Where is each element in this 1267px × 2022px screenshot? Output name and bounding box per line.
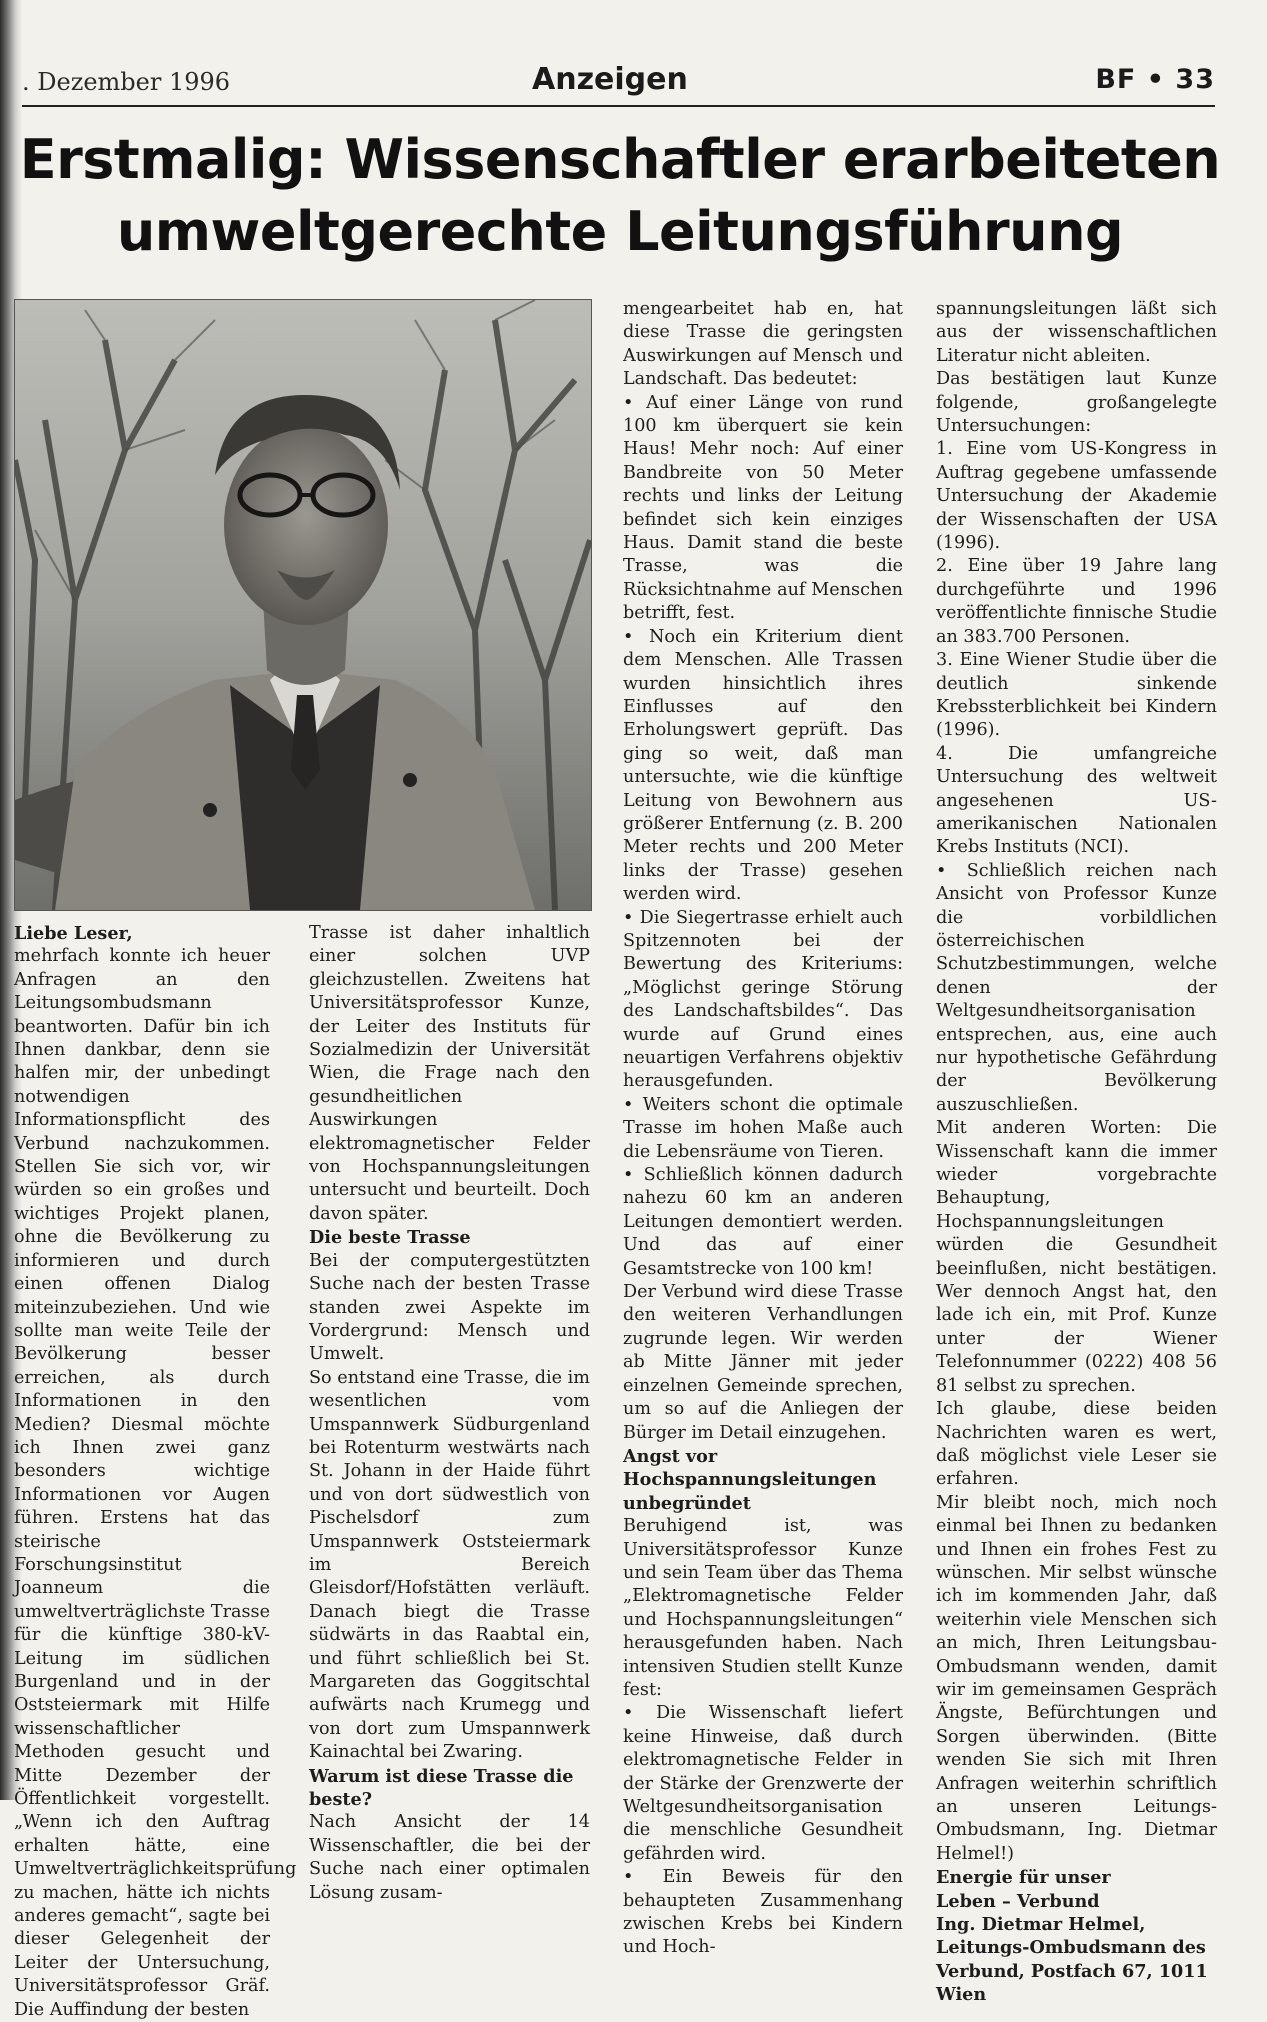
page-number: BF • 33 xyxy=(1095,64,1215,95)
subheading-why-best: Warum ist diese Trasse die beste? xyxy=(309,1765,574,1811)
col2-paragraph-2: Bei der computergestützten Suche nach der besten Trasse standen zwei Aspekte im Vordergrund: Mensch und Umwelt. xyxy=(309,1250,590,1365)
col4-paragraph-1: spannungsleitungen läßt sich aus der wissenschaftlichen Literatur nicht ableiten. xyxy=(936,299,1217,366)
col3-paragraph-1: mengearbeitet hab en, hat diese Trasse die geringsten Auswirkungen auf Mensch und Landschaft. Das bedeutet: xyxy=(623,299,903,390)
headline-line-2: umweltgerechte Leitungsführung xyxy=(116,200,1124,263)
col3-bullet-1: • Auf einer Länge von rund 100 km überquert sie kein Haus! Mehr noch: Auf einer Bandbreite von 50 Meter rechts und links der Leitung befindet sich kein einziges Haus. Damit stand die beste Trasse, was die Rücksichtnahme auf Menschen betrifft, fest. xyxy=(623,392,903,624)
col3-bullet-7: • Ein Beweis für den behaupteten Zusammenhang zwischen Krebs bei Kindern und Hoch- xyxy=(623,1867,903,1958)
subheading-best-route: Die beste Trasse xyxy=(309,1227,471,1249)
col4-paragraph-4: Ich glaube, diese beiden Nachrichten waren es wert, daß möglichst viele Leser sie erfahren. xyxy=(936,1399,1217,1490)
col3-paragraph-2: Der Verbund wird diese Trasse den weiteren Verhandlungen zugrunde legen. Wir werden ab Mitte Jänner mit jeder einzelnen Gemeinde sprechen, um so auf die Anliegen der Bürger im Detail einzugehen. xyxy=(623,1282,903,1443)
motto-line-2: Leben – Verbund xyxy=(936,1890,1100,1912)
motto-line-1: Energie für unser xyxy=(936,1867,1111,1889)
col2-paragraph-4: Nach Ansicht der 14 Wissenschaftler, die bei der Suche nach einer optimalen Lösung zusam- xyxy=(309,1812,590,1903)
portrait-illustration xyxy=(15,300,591,910)
col3-bullet-2: • Noch ein Kriterium dient dem Menschen. Alle Trassen wurden hinsichtlich ihres Einflusses auf den Erholungswert geprüft. Das ging so weit, daß man untersuchte, wie die künftige Leitung von Bewohnern aus größerer Entfernung (z. B. 200 Meter rechts und 200 Meter links der Trasse) gesehen werden wird. xyxy=(623,626,903,905)
portrait-photo xyxy=(14,299,592,911)
subheading-fear-unfounded: Angst vor Hochspannungsleitungen unbegründet xyxy=(623,1445,877,1514)
column-2 xyxy=(309,922,590,1905)
column-1 xyxy=(14,922,297,2022)
col4-paragraph-3: Mit anderen Worten: Die Wissenschaft kann die immer wieder vorgebrachte Behauptung, Hochspannungsleitungen würden die Gesundheit beeinflußen, nicht bestätigen. Wer dennoch Angst hat, den lade ich ein, mit Prof. Kunze unter der Wiener Telefonnummer (0222) 408 56 81 selbst zu sprechen. xyxy=(936,1118,1217,1396)
col1-body: mehrfach konnte ich heuer Anfragen an den Leitungsombudsmann beantworten. Dafür bin ich Ihnen dankbar, denn sie halfen mir, der unbedingt notwendigen Informationspflicht des Verbund nachzukommen. Stellen Sie sich vor, wir würden so ein großes und wichtiges Projekt planen, ohne die Bevölkerung zu informieren und durch einen offenen Dialog miteinzubeziehen. Und wie sollte man weite Teile der Bevölkerung besser erreichen, als durch Informationen in den Medien? Diesmal möchte ich Ihnen zwei ganz besonders wichtige Informationen vor Augen führen. Erstens hat das steirische Forschungsinstitut Joanneum die umweltverträglichste Trasse für die künftige 380-kV-Leitung im südlichen Burgenland und in der Oststeiermark mit Hilfe wissenschaftlicher Methoden gesucht und Mitte Dezember der Öffentlichkeit vorgestellt. „Wenn ich den Auftrag erhalten hätte, eine Umweltverträglichkeitsprüfung zu machen, hätte ich nichts anderes gemacht“, sagte bei dieser Gelegenheit der Leiter der Untersuchung, Universitätsprofessor Gräf. Die Auffindung der besten xyxy=(14,946,297,2020)
col3-paragraph-3: Beruhigend ist, was Universitätsprofessor Kunze und sein Team über das Thema „Elektromagnetische Felder und Hochspannungsleitungen“ herausgefunden haben. Nach intensiven Studien stellt Kunze fest: xyxy=(623,1516,903,1700)
col2-paragraph-1: Trasse ist daher inhaltlich einer solchen UVP gleichzustellen. Zweitens hat Universitätsprofessor Kunze, der Leiter des Instituts für Sozialmedizin der Universität Wien, die Frage nach den gesundheitlichen Auswirkungen elektromagnetischer Felder von Hochspannungsleitungen untersucht und beurteilt. Doch davon später. xyxy=(309,923,590,1224)
header-rule xyxy=(22,105,1215,107)
col3-bullet-6: • Die Wissenschaft liefert keine Hinweise, daß durch elektromagnetische Felder in der Stärke der Grenzwerte der Weltgesundheitsorganisation die menschliche Gesundheit gefährden wird. xyxy=(623,1703,903,1864)
signature: Ing. Dietmar Helmel, Leitungs-Ombudsmann des Verbund, Postfach 67, 1011 Wien xyxy=(936,1914,1208,2006)
study-item-2: 2. Eine über 19 Jahre lang durchgeführte und 1996 veröffentlichte finnische Studie an 383.700 Personen. xyxy=(936,556,1217,647)
study-item-4: 4. Die umfangreiche Untersuchung des weltweit angesehenen US-amerikanischen Nationalen Krebs Instituts (NCI). xyxy=(936,743,1217,858)
headline xyxy=(0,124,1240,268)
col3-bullet-4: • Weiters schont die optimale Trasse im hohen Maße auch die Lebensräume von Tieren. xyxy=(623,1094,903,1162)
col2-paragraph-3: So entstand eine Trasse, die im wesentlichen vom Umspannwerk Südburgenland bei Rotenturm westwärts nach St. Johann in der Haide führt und von dort südwestlich von Pischelsdorf zum Umspannwerk Oststeiermark im Bereich Gleisdorf/Hofstätten verläuft. Danach biegt die Trasse südwärts in das Raabtal ein, und führt schließlich bei St. Margareten das Goggitschtal aufwärts nach Krumegg und von dort zum Umspannwerk Kainachtal bei Zwaring. xyxy=(309,1367,590,1763)
salutation: Liebe Leser, xyxy=(14,923,133,944)
study-item-1: 1. Eine vom US-Kongress in Auftrag gegebene umfassende Untersuchung der Akademie der Wissenschaften der USA (1996). xyxy=(936,439,1217,554)
col3-bullet-3: • Die Siegertrasse erhielt auch Spitzennoten bei der Bewertung des Kriteriums: „Möglichst geringe Störung des Landschaftsbildes“. Das wurde auf Grund eines neuartigen Verfahrens objektiv herausgefunden. xyxy=(623,907,903,1092)
col4-bullet-1: • Schließlich reichen nach Ansicht von Professor Kunze die vorbildlichen österreichischen Schutzbestimmungen, welche denen der Weltgesundheitsorganisation entsprechen, aus, eine auch nur hypothetische Gefährdung der Bevölkerung auszuschließen. xyxy=(936,860,1217,1115)
section-title: Anzeigen xyxy=(532,62,688,97)
issue-date: . Dezember 1996 xyxy=(22,68,231,96)
col4-paragraph-2: Das bestätigen laut Kunze folgende, großangelegte Untersuchungen: xyxy=(936,369,1217,437)
col3-bullet-5: • Schließlich können dadurch nahezu 60 km an anderen Leitungen demontiert werden. Und das auf einer Gesamtstrecke von 100 km! xyxy=(623,1165,903,1279)
headline-line-1: Erstmalig: Wissenschaftler erarbeiteten xyxy=(19,128,1221,191)
column-4 xyxy=(936,298,1217,2007)
col4-paragraph-5: Mir bleibt noch, mich noch einmal bei Ihnen zu bedanken und Ihnen ein frohes Fest zu wünschen. Mir selbst wünsche ich im kommenden Jahr, daß weiterhin viele Menschen sich an mich, Ihren Leitungsbau-Ombudsmann wenden, damit wir im gemeinsamen Gespräch Ängste, Befürchtungen und Sorgen überwinden. (Bitte wenden Sie sich mit Ihren Anfragen weiterhin schriftlich an unseren Leitungs-Ombudsmann, Ing. Dietmar Helmel!) xyxy=(936,1492,1217,1864)
column-3 xyxy=(623,298,903,1960)
study-item-3: 3. Eine Wiener Studie über die deutlich sinkende Krebssterblichkeit bei Kindern (1996). xyxy=(936,650,1217,741)
